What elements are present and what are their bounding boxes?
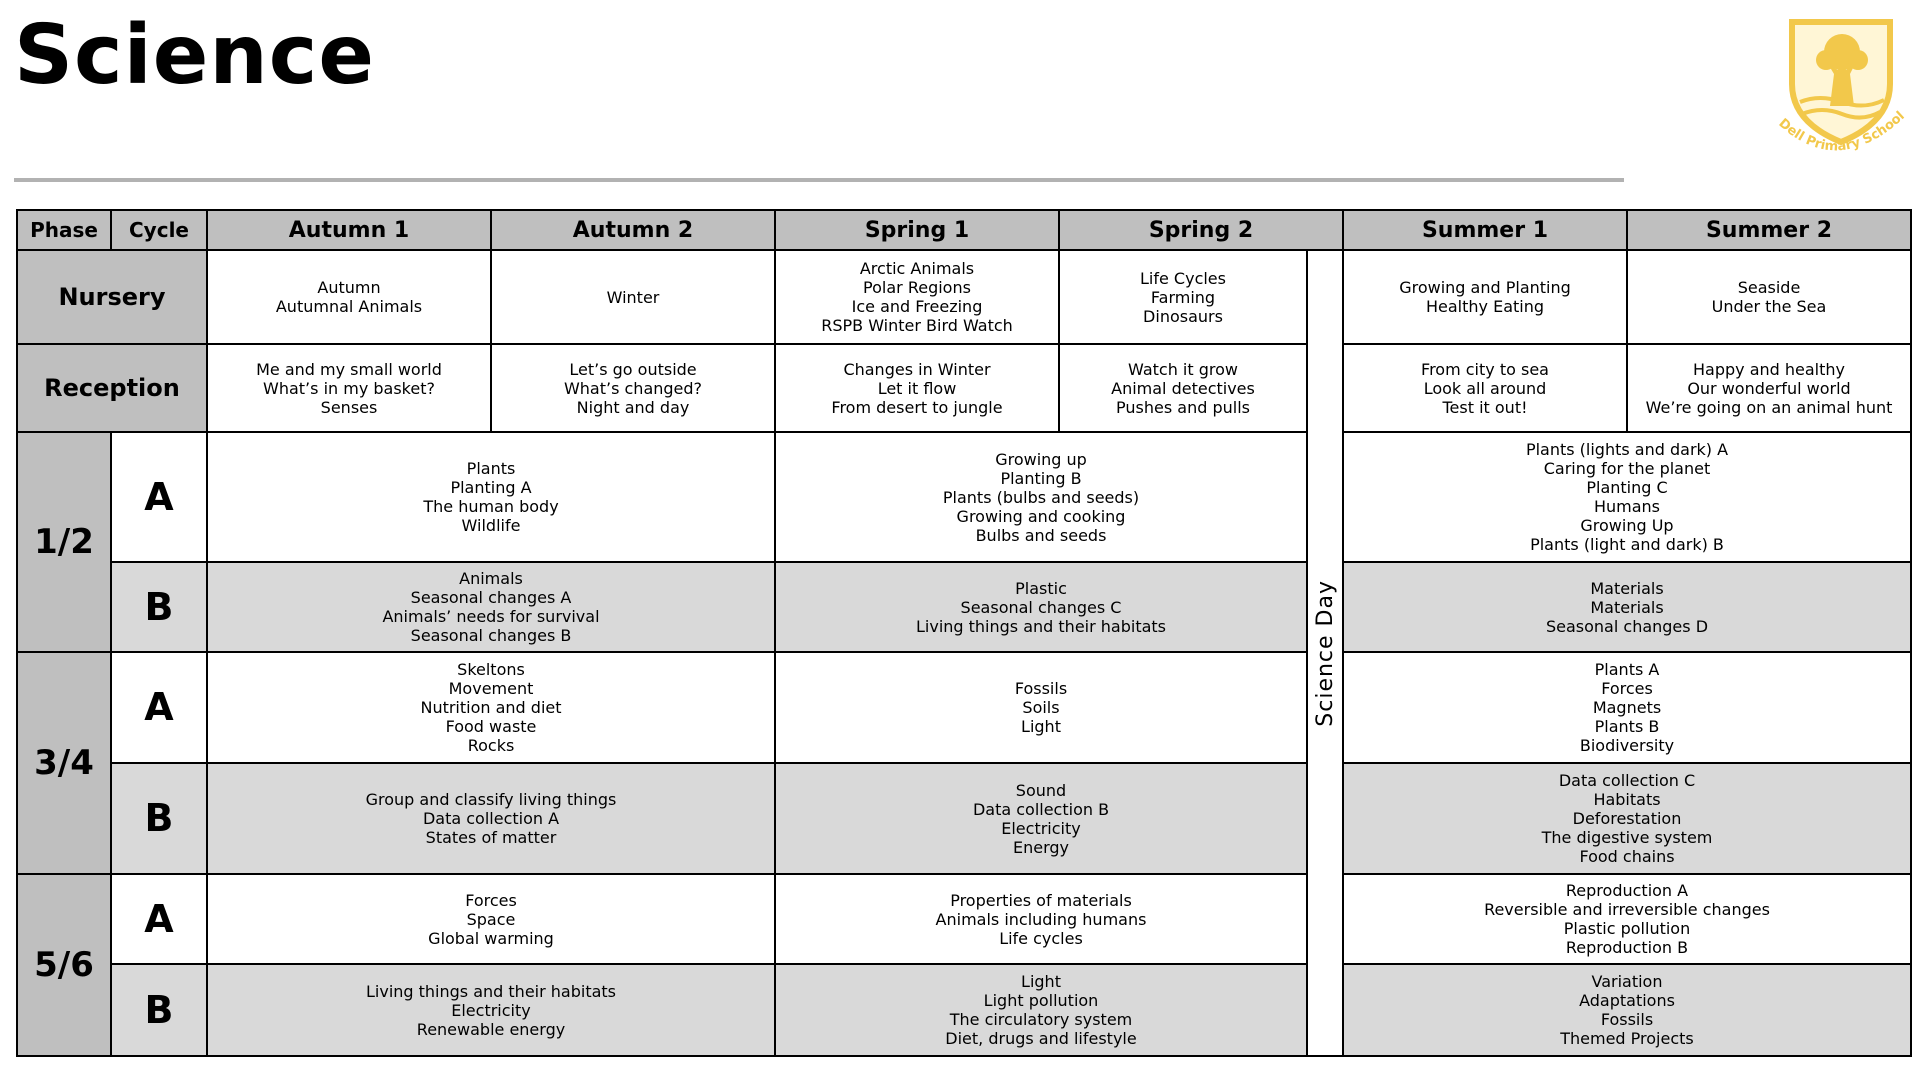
topic-line: What’s in my basket?	[263, 378, 435, 398]
header-row	[17, 210, 1911, 250]
topic-line: Plants B	[1594, 717, 1660, 736]
topic-line: Our wonderful world	[1687, 378, 1851, 398]
topic-line: Humans	[1593, 497, 1661, 516]
header-autumn-1: Autumn 1	[207, 210, 491, 250]
topic-line: Fossils	[1014, 679, 1068, 698]
p34-a-summer	[1343, 652, 1911, 763]
row-5-6-a	[17, 874, 1911, 964]
cycle-3-4-a: A	[111, 652, 207, 763]
topic-line: Magnets	[1592, 698, 1662, 717]
topic-line: Reversible and irreversible changes	[1484, 900, 1770, 919]
reception-spring-2	[1059, 344, 1307, 432]
topic-line: From city to sea	[1421, 359, 1549, 379]
p12-a-summer	[1343, 432, 1911, 562]
cycle-3-4-b: B	[111, 763, 207, 874]
topic-line: Themed Projects	[1560, 1029, 1694, 1048]
topic-line: Light	[1021, 717, 1061, 736]
topic-line: Living things and their habitats	[915, 616, 1167, 636]
topic-line: Night and day	[576, 397, 690, 417]
topic-line: Plants	[466, 459, 516, 478]
reception-autumn-1	[207, 344, 491, 432]
topic-line: Forces	[1601, 679, 1653, 698]
title-divider	[14, 178, 1624, 182]
topic-line: Living things and their habitats	[365, 981, 617, 1001]
topic-line: We’re going on an animal hunt	[1645, 397, 1893, 417]
topic-line: Look all around	[1423, 378, 1547, 398]
topic-line: Me and my small world	[256, 359, 442, 379]
header-summer-2: Summer 2	[1627, 210, 1911, 250]
topic-line: Data collection C	[1558, 771, 1696, 790]
topic-line: Growing Up	[1580, 516, 1674, 535]
header-cycle: Cycle	[111, 210, 207, 250]
cycle-5-6-b: B	[111, 964, 207, 1056]
topic-line: What’s changed?	[563, 378, 703, 398]
topic-line: Let it flow	[877, 378, 957, 398]
topic-line: Farming	[1150, 287, 1216, 307]
topic-line: Test it out!	[1442, 397, 1528, 417]
topic-line: Materials	[1590, 597, 1664, 617]
row-5-6-b	[17, 964, 1911, 1056]
row-reception	[17, 344, 1911, 432]
topic-line: Happy and healthy	[1692, 359, 1845, 379]
topic-line: RSPB Winter Bird Watch	[821, 316, 1013, 335]
topic-line: Group and classify living things	[365, 790, 617, 809]
topic-line: Energy	[1012, 837, 1069, 857]
p12-b-autumn	[207, 562, 775, 652]
nursery-summer-2	[1627, 250, 1911, 344]
p34-b-autumn	[207, 763, 775, 874]
p34-b-summer	[1343, 763, 1911, 874]
topic-line: The human body	[423, 497, 559, 516]
topic-line: Watch it grow	[1128, 359, 1238, 379]
nursery-spring-1	[775, 250, 1059, 344]
row-3-4-b	[17, 763, 1911, 874]
topic-line: States of matter	[425, 828, 557, 847]
reception-summer-2	[1627, 344, 1911, 432]
p34-a-spring	[775, 652, 1307, 763]
topic-line: Life Cycles	[1140, 268, 1226, 288]
topic-line: Plastic	[1015, 578, 1067, 598]
topic-line: Growing and Planting	[1399, 278, 1571, 297]
topic-line: Ice and Freezing	[851, 297, 983, 316]
p56-a-autumn	[207, 874, 775, 964]
reception-spring-1	[775, 344, 1059, 432]
nursery-spring-2	[1059, 250, 1307, 344]
cycle-1-2-b: B	[111, 562, 207, 652]
topic-line: Autumnal Animals	[275, 297, 423, 316]
topic-line: Autumn	[317, 278, 381, 297]
topic-line: Forces	[465, 890, 517, 910]
topic-line: Dinosaurs	[1143, 306, 1223, 326]
topic-line: Plants (bulbs and seeds)	[942, 487, 1140, 507]
topic-line: Plants (lights and dark) A	[1525, 440, 1729, 459]
row-1-2-b	[17, 562, 1911, 652]
topic-line: Life cycles	[999, 928, 1083, 948]
topic-line: Seasonal changes B	[410, 626, 572, 645]
p56-b-autumn	[207, 964, 775, 1056]
topic-line: Light	[1021, 972, 1061, 991]
science-day-label: Science Day	[1312, 579, 1338, 727]
reception-autumn-2	[491, 344, 775, 432]
topic-line: Food chains	[1579, 847, 1675, 866]
topic-line: Planting C	[1586, 478, 1668, 497]
topic-line: Reproduction B	[1565, 938, 1689, 957]
topic-line: Adaptations	[1579, 991, 1675, 1010]
phase-5-6: 5/6	[17, 874, 111, 1056]
topic-line: Diet, drugs and lifestyle	[945, 1029, 1137, 1048]
topic-line: Healthy Eating	[1425, 297, 1545, 316]
row-label-reception: Reception	[17, 344, 207, 432]
header-summer-1: Summer 1	[1343, 210, 1627, 250]
topic-line: Space	[466, 909, 516, 929]
topic-line: Nutrition and diet	[420, 698, 562, 717]
phase-1-2: 1/2	[17, 432, 111, 652]
topic-line: The digestive system	[1541, 828, 1713, 847]
topic-line: Growing and cooking	[956, 506, 1126, 526]
topic-line: Plastic pollution	[1563, 919, 1691, 938]
p12-a-spring	[775, 432, 1307, 562]
topic-line: Electricity	[451, 1000, 531, 1020]
topic-line: Pushes and pulls	[1116, 397, 1250, 417]
nursery-autumn-1	[207, 250, 491, 344]
p56-a-summer	[1343, 874, 1911, 964]
topic-line: Animals	[459, 569, 523, 588]
topic-line: Seasonal changes A	[410, 588, 572, 607]
topic-line: Seaside	[1737, 278, 1801, 297]
topic-line: Seasonal changes C	[960, 597, 1122, 617]
topic-line: Fossils	[1600, 1010, 1654, 1029]
row-nursery	[17, 250, 1911, 344]
topic-line: Soils	[1022, 698, 1060, 717]
topic-line: Let’s go outside	[569, 359, 697, 379]
topic-line: Arctic Animals	[859, 259, 975, 278]
topic-line: Animals’ needs for survival	[382, 607, 600, 626]
topic-line: Movement	[448, 679, 534, 698]
page-title: Science	[14, 8, 375, 103]
reception-summer-1	[1343, 344, 1627, 432]
p56-b-summer	[1343, 964, 1911, 1056]
p12-b-summer	[1343, 562, 1911, 652]
topic-line: Plants (light and dark) B	[1530, 535, 1724, 554]
school-logo	[1770, 14, 1916, 164]
cycle-1-2-a: A	[111, 432, 207, 562]
topic-line: Caring for the planet	[1543, 459, 1711, 478]
header-spring-1: Spring 1	[775, 210, 1059, 250]
topic-line: Renewable energy	[416, 1019, 566, 1039]
p56-a-spring	[775, 874, 1307, 964]
science-day-column	[1307, 250, 1343, 1056]
topic-line: Deforestation	[1572, 809, 1682, 828]
topic-line: Plants A	[1594, 660, 1660, 679]
topic-line: Electricity	[1001, 818, 1081, 838]
topic-line: Food waste	[445, 717, 537, 736]
topic-line: Under the Sea	[1711, 297, 1827, 316]
header-spring-2: Spring 2	[1059, 210, 1343, 250]
topic-line: Data collection A	[422, 809, 560, 828]
curriculum-table	[16, 209, 1912, 1057]
topic-line: Growing up	[995, 449, 1087, 469]
p12-a-autumn	[207, 432, 775, 562]
topic-line: The circulatory system	[949, 1010, 1133, 1029]
topic-line: Planting B	[1000, 468, 1082, 488]
topic-line: Winter	[606, 287, 660, 307]
topic-line: Light pollution	[983, 991, 1099, 1010]
topic-line: Sound	[1015, 780, 1067, 800]
p56-b-spring	[775, 964, 1307, 1056]
topic-line: Bulbs and seeds	[975, 525, 1107, 545]
topic-line: Global warming	[428, 928, 554, 948]
row-3-4-a	[17, 652, 1911, 763]
header-phase: Phase	[17, 210, 111, 250]
logo-school-name: Dell Primary School	[1775, 108, 1908, 155]
topic-line: Rocks	[467, 736, 515, 755]
header-autumn-2: Autumn 2	[491, 210, 775, 250]
topic-line: Changes in Winter	[843, 359, 991, 379]
topic-line: Variation	[1591, 972, 1663, 991]
row-1-2-a	[17, 432, 1911, 562]
topic-line: Polar Regions	[863, 278, 971, 297]
p12-b-spring	[775, 562, 1307, 652]
topic-line: Habitats	[1593, 790, 1661, 809]
nursery-autumn-2	[491, 250, 775, 344]
topic-line: Wildlife	[461, 516, 521, 535]
p34-a-autumn	[207, 652, 775, 763]
topic-line: Animal detectives	[1111, 378, 1255, 398]
phase-3-4: 3/4	[17, 652, 111, 874]
cycle-5-6-a: A	[111, 874, 207, 964]
nursery-summer-1	[1343, 250, 1627, 344]
topic-line: From desert to jungle	[831, 397, 1003, 417]
topic-line: Data collection B	[972, 799, 1110, 819]
topic-line: Properties of materials	[950, 890, 1132, 910]
topic-line: Planting A	[450, 478, 532, 497]
topic-line: Biodiversity	[1579, 736, 1675, 755]
topic-line: Reproduction A	[1565, 881, 1689, 900]
topic-line: Materials	[1590, 578, 1664, 598]
p34-b-spring	[775, 763, 1307, 874]
topic-line: Skeltons	[457, 660, 525, 679]
row-label-nursery: Nursery	[17, 250, 207, 344]
topic-line: Seasonal changes D	[1545, 616, 1709, 636]
topic-line: Senses	[320, 397, 378, 417]
topic-line: Animals including humans	[935, 909, 1147, 929]
